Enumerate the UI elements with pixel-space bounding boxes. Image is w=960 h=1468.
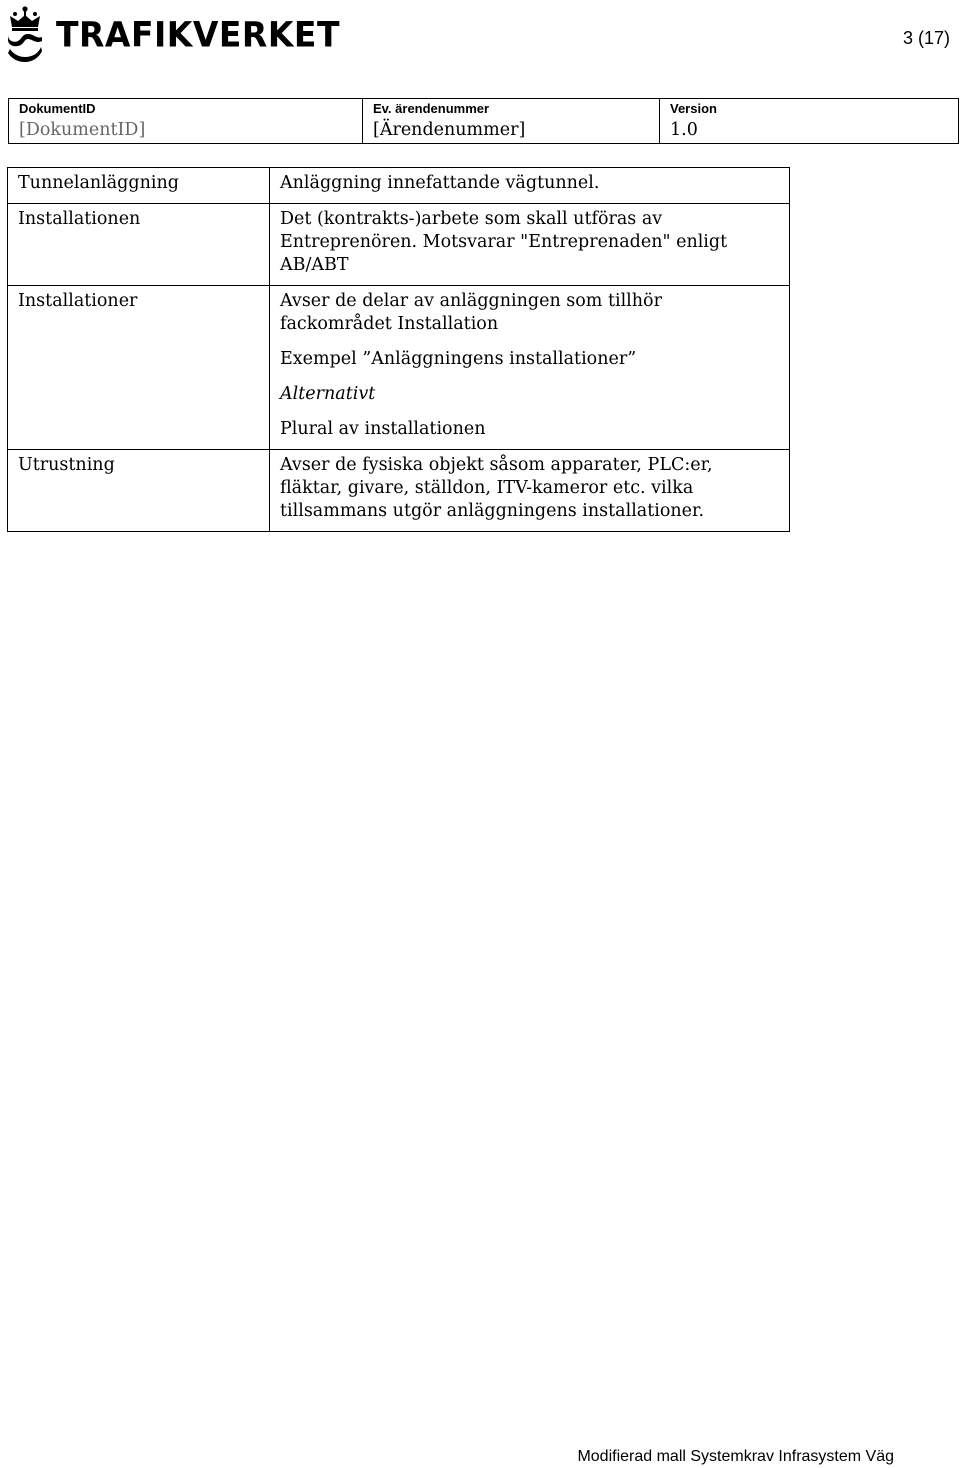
definitions-table	[7, 167, 790, 532]
table-row	[8, 450, 790, 532]
meta-cell-dokumentid	[9, 99, 363, 144]
dokumentid-label: DokumentID	[19, 101, 96, 116]
crown-icon	[4, 5, 46, 63]
version-value: 1.0	[670, 120, 698, 140]
trafikverket-logo	[4, 5, 340, 63]
table-row	[8, 286, 790, 450]
meta-cell-arendenummer	[363, 99, 660, 144]
table-row	[8, 204, 790, 286]
definition-text: Det (kontrakts-)arbete som skall utföras av Entreprenören. Motsvarar "Entreprenaden" enligt AB/ABT	[280, 209, 728, 275]
definition-text: Avser de delar av anläggningen som tillhör fackområdet Installation	[280, 291, 662, 334]
definition-cell	[270, 450, 790, 532]
version-label: Version	[670, 101, 717, 116]
footer-text: Modifierad mall Systemkrav Infrasystem Väg	[577, 1448, 894, 1465]
definition-cell	[270, 286, 790, 450]
definition-text: Avser de fysiska objekt såsom apparater, PLC:er, fläktar, givare, ställdon, ITV-kameror etc. vilka tillsammans utgör anläggningens installationer.	[280, 455, 713, 521]
term-cell: Installationen	[8, 204, 270, 286]
table-row	[8, 168, 790, 204]
logo-wordmark: TRAFIKVERKET	[56, 13, 340, 55]
term-cell: Utrustning	[8, 450, 270, 532]
document-meta-table	[8, 98, 959, 144]
meta-cell-version	[660, 99, 959, 144]
definition-alternative-label: Alternativt	[280, 384, 376, 404]
dokumentid-value: [DokumentID]	[19, 120, 146, 140]
definition-text: Anläggning innefattande vägtunnel.	[280, 173, 600, 193]
definition-alternative-text: Plural av installationen	[280, 419, 486, 439]
arendenummer-label: Ev. ärendenummer	[373, 101, 490, 116]
definition-cell	[270, 168, 790, 204]
term-cell: Installationer	[8, 286, 270, 450]
page-number: 3 (17)	[902, 28, 950, 48]
definition-cell	[270, 204, 790, 286]
definition-example: Exempel ”Anläggningens installationer”	[280, 349, 637, 369]
term-cell: Tunnelanläggning	[8, 168, 270, 204]
arendenummer-value: [Ärendenummer]	[373, 120, 526, 140]
